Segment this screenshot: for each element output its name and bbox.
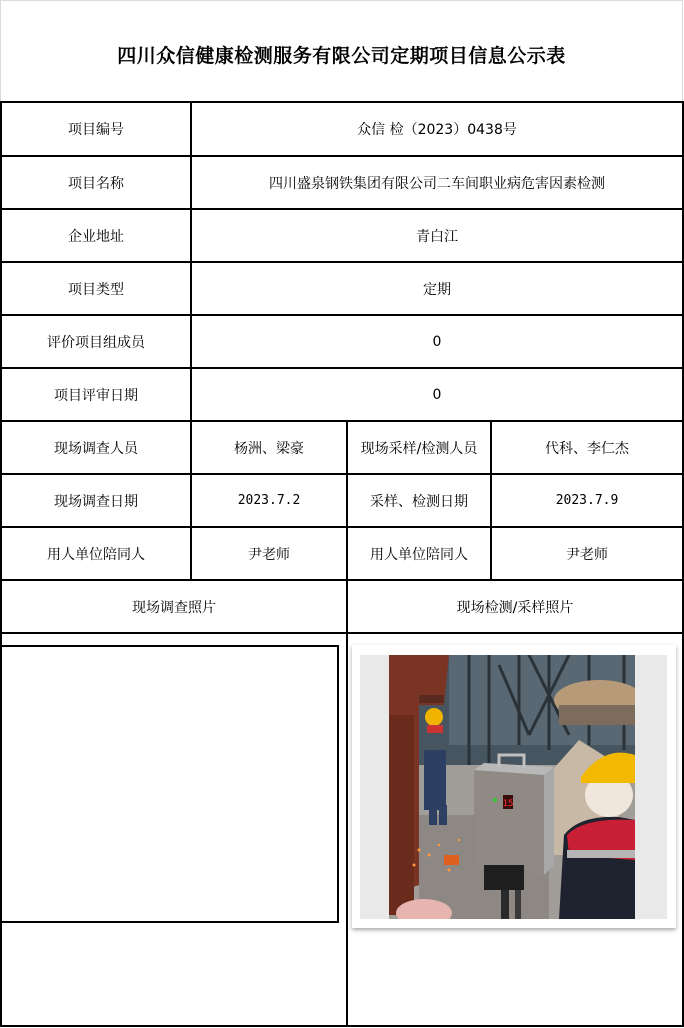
- value-survey-date: 2023.7.2: [237, 493, 301, 508]
- value-review-date: 0: [432, 386, 442, 403]
- value-escort-2: 尹老师: [566, 546, 608, 563]
- value-project-name: 四川盛泉钢铁集团有限公司二车间职业病危害因素检测: [269, 175, 605, 192]
- value-survey-staff: 杨洲、梁豪: [234, 440, 304, 457]
- value-project-type: 定期: [423, 281, 451, 298]
- grid-line: [0, 1025, 684, 1027]
- label-sampling-date: 采样、检测日期: [370, 493, 468, 510]
- value-company-address: 青白江: [416, 228, 458, 245]
- value-sampling-date: 2023.7.9: [555, 493, 619, 508]
- label-escort-1: 用人单位陪同人: [47, 546, 145, 563]
- label-sampling-staff: 现场采样/检测人员: [360, 440, 478, 457]
- label-project-number: 项目编号: [68, 122, 124, 138]
- survey-photo-placeholder: [0, 645, 339, 923]
- header-survey-photos: 现场调查照片: [132, 599, 216, 616]
- sampling-photo: [389, 655, 635, 919]
- steel-plant-photo-illustration: [389, 655, 635, 919]
- page-title: 四川众信健康检测服务有限公司定期项目信息公示表: [117, 45, 566, 67]
- label-survey-date: 现场调查日期: [54, 493, 138, 510]
- value-team-members: 0: [432, 333, 442, 350]
- label-project-type: 项目类型: [68, 281, 124, 298]
- grid-line: [0, 632, 684, 634]
- value-sampling-staff: 代科、李仁杰: [545, 440, 629, 457]
- label-review-date: 项目评审日期: [54, 387, 138, 404]
- label-survey-staff: 现场调查人员: [54, 440, 138, 457]
- title-area: [0, 0, 683, 102]
- svg-text:15: 15: [502, 799, 514, 809]
- value-escort-1: 尹老师: [248, 546, 290, 563]
- label-company-address: 企业地址: [68, 228, 124, 245]
- header-sampling-photos: 现场检测/采样照片: [456, 599, 574, 616]
- sampling-photo-card: [352, 645, 676, 928]
- value-project-number: 众信 检（2023）0438号: [357, 122, 517, 138]
- label-team-members: 评价项目组成员: [47, 334, 145, 351]
- label-project-name: 项目名称: [68, 175, 124, 192]
- label-escort-2: 用人单位陪同人: [370, 546, 468, 563]
